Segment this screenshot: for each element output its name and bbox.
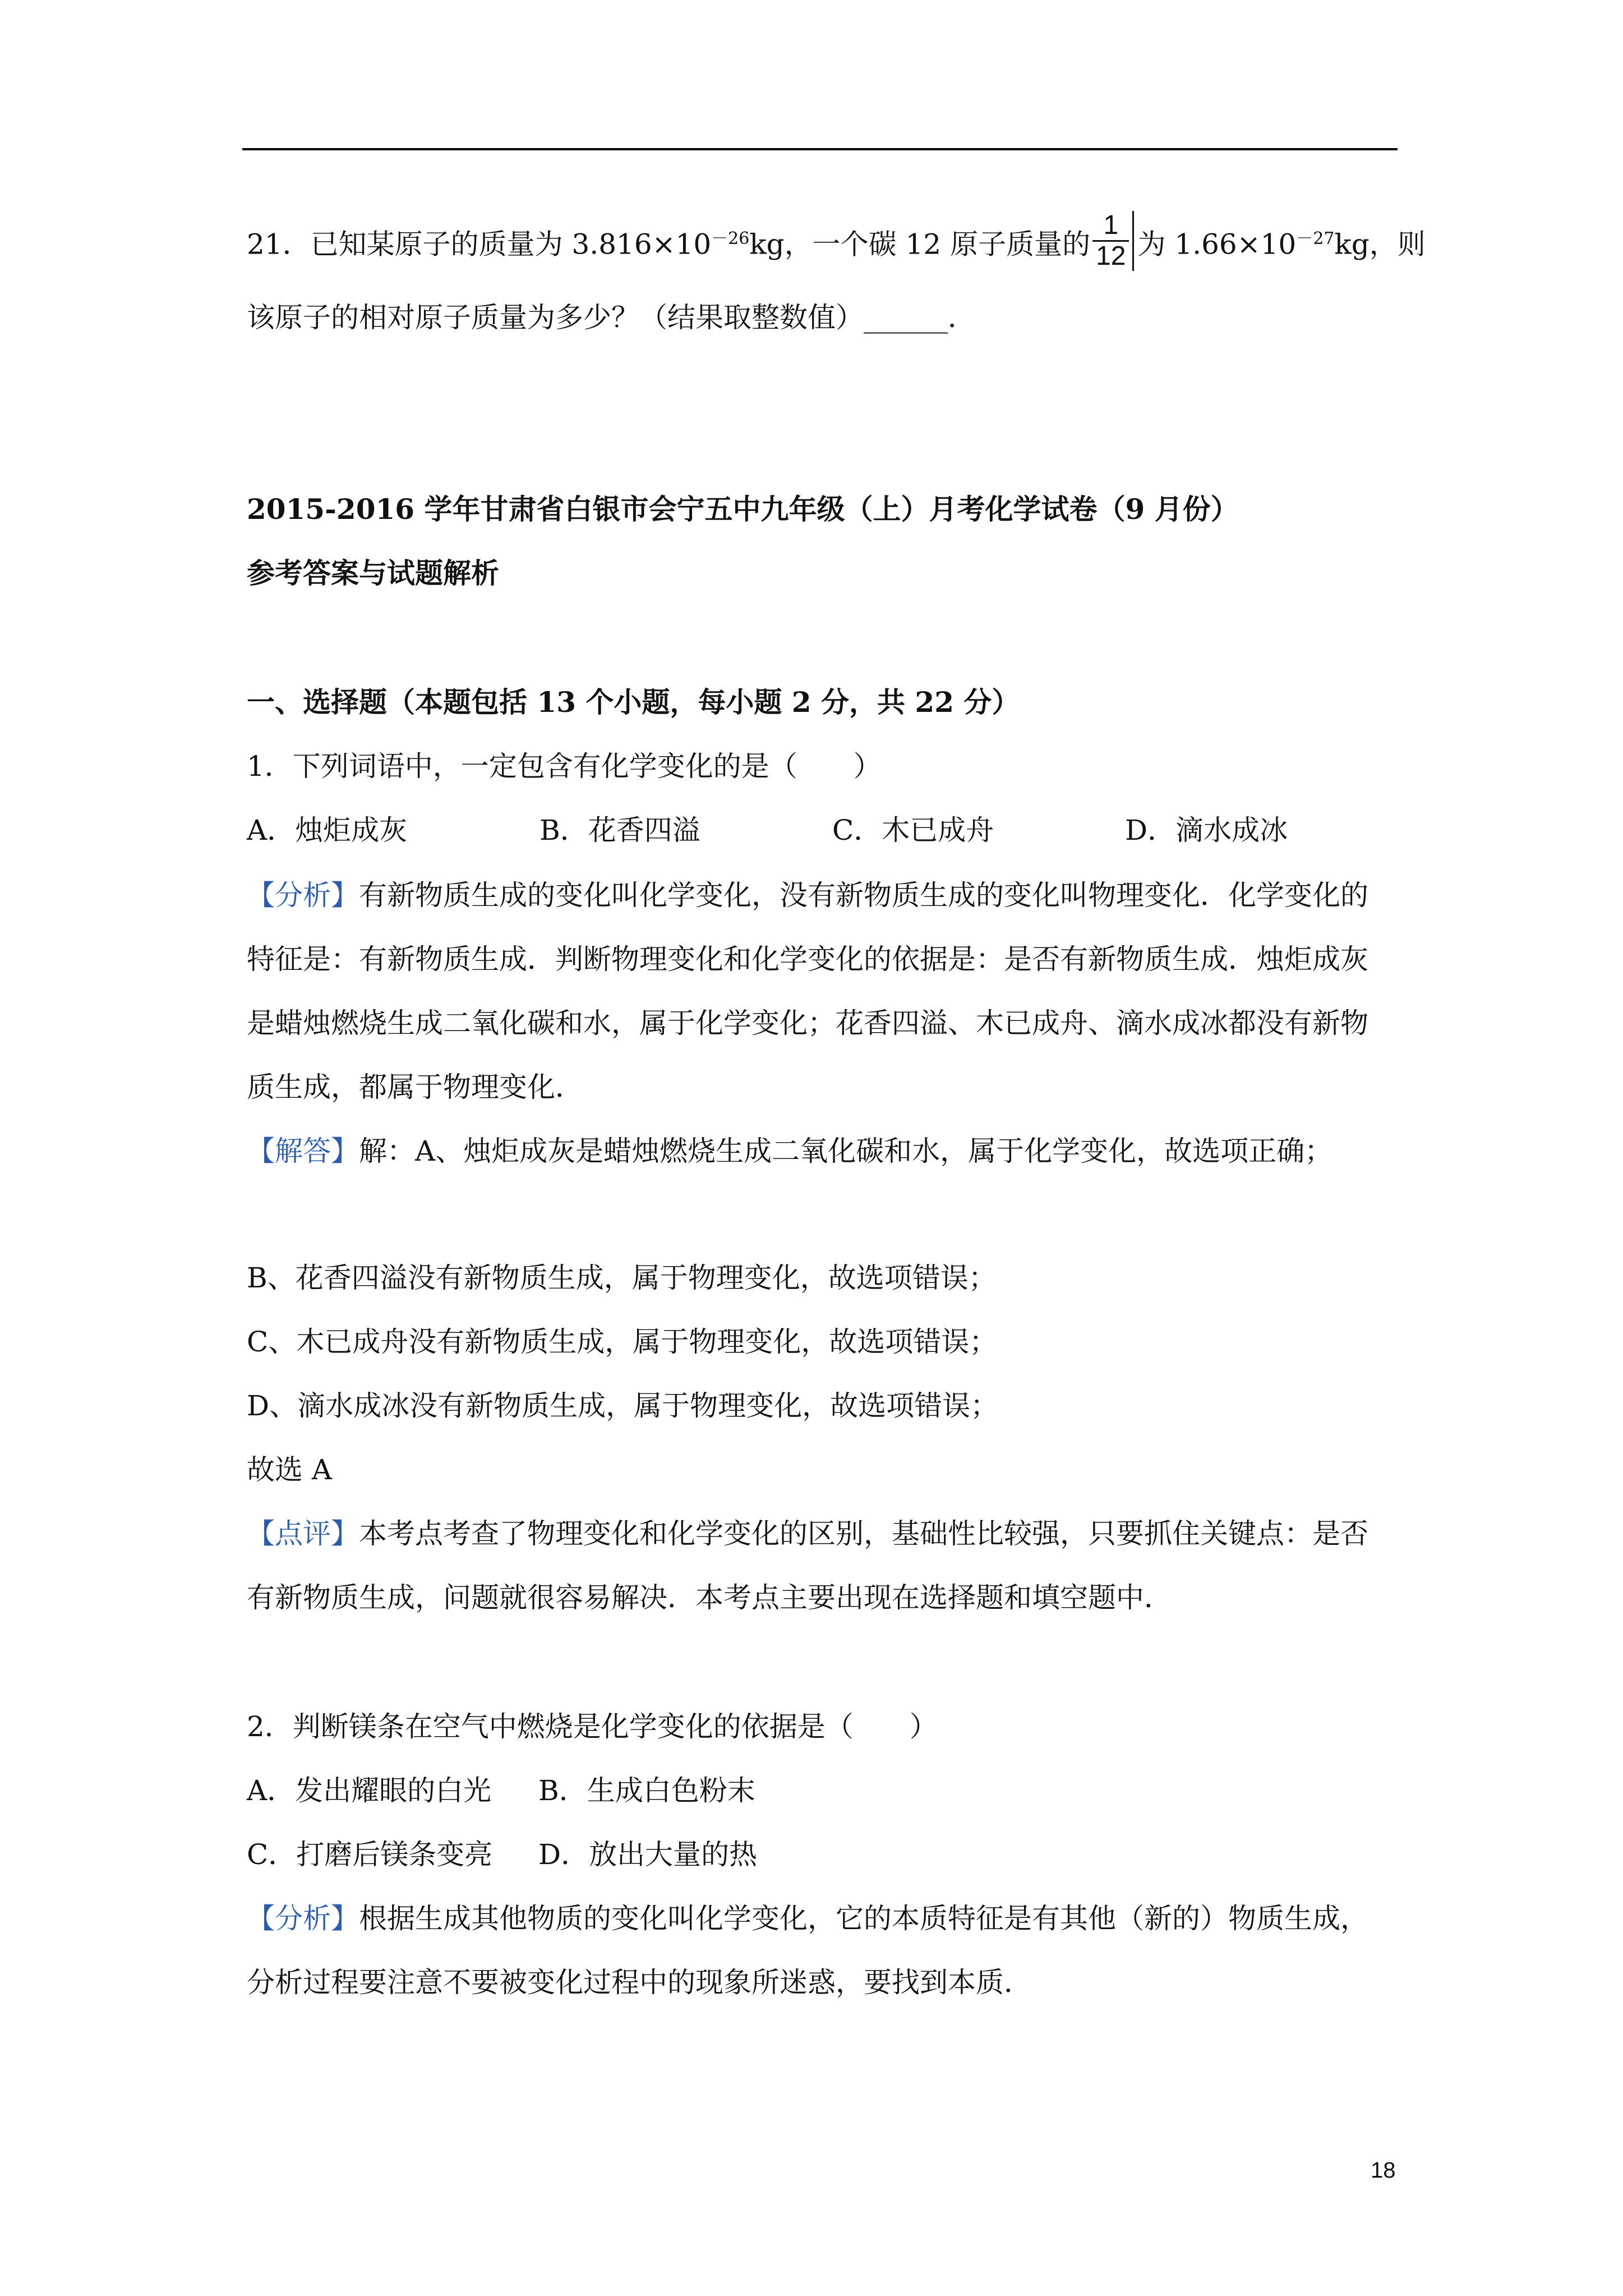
document-title: 2015-2016 学年甘肃省白银市会宁五中九年级（上）月考化学试卷（9 月份） <box>247 493 1239 526</box>
q1-analysis-line-1: 【分析】有新物质生成的变化叫化学变化，没有新物质生成的变化叫物理变化．化学变化的 <box>247 879 1368 912</box>
q2-option-d: D．放出大量的热 <box>538 1838 758 1871</box>
q1-analysis-line-3: 是蜡烛燃烧生成二氧化碳和水，属于化学变化；花香四溢、木已成舟、滴水成冰都没有新物 <box>247 1007 1368 1039</box>
q2-option-c: C．打磨后镁条变亮 <box>247 1838 493 1871</box>
q1-comment-line-2: 有新物质生成，问题就很容易解决．本考点主要出现在选择题和填空题中． <box>247 1581 1172 1614</box>
q21-line-1: 21．已知某原子的质量为 $3.816\times 10^{-26}kg$，一个碳 12 原子质量的 $\frac{1}{12}$ 为 $1.66\times 10^{-27}kg$，则 <box>247 210 1426 271</box>
q1-answer-choice: 故选 A <box>247 1453 333 1486</box>
q1-answer-line-c: C、木已成舟没有新物质生成，属于物理变化，故选项错误； <box>247 1326 998 1358</box>
q1-option-c: C．木已成舟 <box>832 814 994 846</box>
q2-option-a: A．发出耀眼的白光 <box>247 1774 492 1807</box>
q1-option-a: A．烛炬成灰 <box>247 814 408 846</box>
q2-stem: 2．判断镁条在空气中燃烧是化学变化的依据是（ ） <box>247 1710 938 1743</box>
q1-answer-line-1: 【解答】解：A、烛炬成灰是蜡烛燃烧生成二氧化碳和水，属于化学变化，故选项正确； <box>247 1135 1333 1167</box>
q1-answer-line-d: D、滴水成冰没有新物质生成，属于物理变化，故选项错误； <box>247 1389 999 1422</box>
q2-options-row-1 <box>247 1773 1402 1809</box>
analysis-tag: 【分析】 <box>247 879 359 912</box>
q1-analysis-line-2: 特征是：有新物质生成．判断物理变化和化学变化的依据是：是否有新物质生成．烛炬成灰 <box>247 943 1368 976</box>
header-rule <box>242 148 1398 150</box>
q1-options <box>247 812 1402 848</box>
answer-tag: 【解答】 <box>247 1135 359 1167</box>
section-heading: 一、选择题（本题包括 13 个小题，每小题 2 分，共 22 分） <box>247 685 1020 719</box>
analysis-tag: 【分析】 <box>247 1902 359 1935</box>
q1-option-d: D．滴水成冰 <box>1125 814 1288 846</box>
page-number: 18 <box>1371 2158 1396 2183</box>
comment-tag: 【点评】 <box>247 1517 359 1550</box>
q2-option-b: B．生成白色粉末 <box>538 1774 755 1807</box>
q1-option-b: B．花香四溢 <box>540 814 700 846</box>
q21-line-2: 该原子的相对原子质量为多少？（结果取整数值）______． <box>247 301 976 334</box>
q2-analysis-line-2: 分析过程要注意不要被变化过程中的现象所迷惑，要找到本质． <box>247 1966 1032 1999</box>
q2-options-row-2 <box>247 1837 1402 1872</box>
document-subtitle: 参考答案与试题解析 <box>247 556 499 590</box>
q1-analysis-line-4: 质生成，都属于物理变化． <box>247 1071 583 1103</box>
q1-stem: 1．下列词语中，一定包含有化学变化的是（ ） <box>247 750 882 783</box>
q1-comment-line-1: 【点评】本考点考查了物理变化和化学变化的区别，基础性比较强，只要抓住关键点：是否 <box>247 1517 1368 1550</box>
q2-analysis-line-1: 【分析】根据生成其他物质的变化叫化学变化，它的本质特征是有其他（新的）物质生成， <box>247 1902 1368 1935</box>
q1-answer-line-b: B、花香四溢没有新物质生成，属于物理变化，故选项错误； <box>247 1262 997 1294</box>
fraction-one-twelfth: $\frac{1}{12}$ <box>1092 211 1134 271</box>
